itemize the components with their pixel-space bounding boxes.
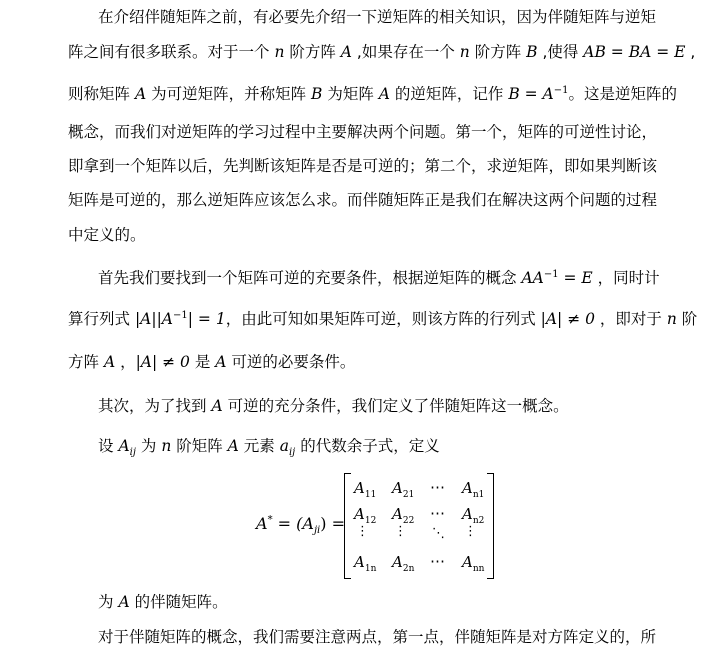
- math-expression: = (A: [272, 514, 314, 533]
- text: 矩阵是可逆的，那么逆矩阵应该怎么求。而伴随矩阵正是我们在解决这两个问题的过程: [68, 191, 658, 209]
- math-var: B: [311, 85, 323, 103]
- cell-sub: 22: [402, 516, 415, 526]
- cell-dots: ⋯: [430, 478, 445, 496]
- cell-var: A: [462, 505, 473, 523]
- math-var: n: [274, 43, 285, 61]
- adjugate-matrix: [344, 473, 494, 577]
- para3-line1: [98, 396, 698, 416]
- cell-sub: nn: [472, 564, 485, 574]
- para1-line3: [68, 84, 678, 104]
- text: 在介绍伴随矩阵之前，有必要先介绍一下逆矩阵的相关知识，因为伴随矩阵与逆矩: [98, 8, 657, 26]
- matrix-cell: [462, 479, 484, 504]
- text: ，即对于: [594, 310, 667, 328]
- matrix-hdots: [430, 504, 445, 522]
- text: 为可逆矩阵，并称矩阵: [146, 85, 311, 103]
- math-var: A: [215, 353, 227, 371]
- para2-line1: [98, 268, 698, 288]
- math-expression: | = 1: [187, 310, 226, 328]
- cell-var: A: [354, 505, 365, 523]
- text: 则称矩阵: [68, 85, 135, 103]
- matrix-cell: [462, 553, 484, 578]
- text: 阵之间有很多联系。对于一个: [68, 43, 275, 61]
- cell-sub: 11: [364, 490, 377, 500]
- text: 为矩阵: [322, 85, 379, 103]
- math-expression: |A| ≠ 0: [540, 310, 595, 328]
- matrix-cell: [392, 553, 414, 578]
- para1-line7: [68, 225, 668, 245]
- text: 中定义的。: [68, 226, 146, 244]
- cell-sub: 21: [402, 490, 415, 500]
- matrix-cell: [354, 553, 376, 578]
- math-expression: = E: [558, 269, 593, 287]
- math-superscript: −1: [173, 309, 188, 321]
- math-var: a: [279, 437, 289, 455]
- text: ，由此可知如果矩阵可逆，则该方阵的行列式: [225, 310, 541, 328]
- math-var: A: [134, 85, 147, 103]
- cell-var: A: [354, 553, 365, 571]
- math-subscript: ij: [129, 447, 136, 459]
- math-var: A: [211, 397, 223, 415]
- cell-sub: 12: [364, 516, 377, 526]
- matrix-vdots: ⋮: [394, 524, 407, 539]
- text: 其次，为了找到: [98, 397, 212, 415]
- math-var: A: [227, 437, 239, 455]
- para1-line5: [68, 156, 668, 176]
- text: 为: [135, 437, 162, 455]
- text: 为: [98, 593, 119, 611]
- math-expression: AB = BA = E: [583, 43, 686, 61]
- para1-line1: [98, 7, 698, 27]
- math-var: A: [378, 85, 390, 103]
- cell-dots: ⋯: [430, 504, 445, 522]
- text: 的代数余子式，定义: [295, 437, 440, 455]
- cell-var: A: [462, 479, 473, 497]
- math-var: n: [161, 437, 172, 455]
- math-superscript: −1: [543, 268, 559, 280]
- math-determinant: |A||A: [134, 310, 173, 328]
- matrix-right-bracket: [487, 473, 494, 579]
- math-expression: ) =: [320, 514, 345, 533]
- para1-line2: [68, 42, 696, 62]
- text: 。这是逆矩阵的: [568, 85, 678, 103]
- cell-var: A: [392, 553, 403, 571]
- text: 阶方阵: [469, 43, 527, 61]
- text: ,: [685, 43, 696, 61]
- matrix-cell: [392, 479, 414, 504]
- text: 的逆矩阵，记作: [389, 85, 509, 103]
- cell-var: A: [392, 479, 403, 497]
- matrix-cell: [354, 479, 376, 504]
- para6-line1: [98, 627, 698, 647]
- text: ,使得: [537, 43, 584, 61]
- text: 阶方阵: [284, 43, 341, 61]
- text: 首先我们要找到一个矩阵可逆的充要条件，根据逆矩阵的概念: [98, 269, 522, 287]
- text: ,如果存在一个: [351, 43, 460, 61]
- math-superscript: −1: [553, 84, 569, 96]
- cell-var: A: [462, 553, 473, 571]
- text: 方阵: [68, 353, 104, 371]
- para4-line1: [98, 436, 698, 459]
- math-expression: B = A: [508, 85, 554, 103]
- text: 阶: [676, 310, 698, 328]
- math-var: A: [256, 514, 268, 533]
- cell-sub: n1: [472, 490, 485, 500]
- math-subscript: ij: [288, 447, 296, 459]
- text: 可逆的必要条件。: [226, 353, 356, 371]
- text: 设: [98, 437, 119, 455]
- text: 算行列式: [68, 310, 135, 328]
- matrix-left-bracket: [344, 473, 351, 579]
- para2-line2: [68, 309, 698, 329]
- text: 阶矩阵: [171, 437, 228, 455]
- text: 概念，而我们对逆矩阵的学习过程中主要解决两个问题。第一个，矩阵的可逆性讨论，: [68, 123, 658, 141]
- text: 的伴随矩阵。: [129, 593, 228, 611]
- para2-line3: [68, 352, 668, 372]
- matrix-hdots: [430, 478, 445, 496]
- text: 是: [189, 353, 216, 371]
- text: 即拿到一个矩阵以后，先判断该矩阵是否是可逆的；第二个，求逆矩阵，即如果判断该: [68, 157, 658, 175]
- para5-line1: [98, 592, 698, 612]
- math-subscript: ji: [313, 525, 321, 537]
- para1-line4: [68, 122, 668, 142]
- math-expression: AA: [521, 269, 544, 287]
- cell-sub: 1n: [364, 564, 377, 574]
- cell-dots: ⋯: [430, 552, 445, 570]
- text: ，同时计: [592, 269, 660, 287]
- text: ，: [115, 353, 136, 371]
- math-var: n: [666, 310, 677, 328]
- matrix-hdots: [430, 552, 445, 570]
- cell-var: A: [392, 505, 403, 523]
- math-superscript: *: [267, 514, 273, 526]
- cell-var: A: [354, 479, 365, 497]
- math-var: A: [103, 353, 116, 371]
- matrix-vdots: ⋮: [464, 524, 477, 539]
- math-var: n: [459, 43, 470, 61]
- equation-lhs: [256, 514, 345, 537]
- math-expression: |A| ≠ 0: [135, 353, 190, 371]
- matrix-ddots: ⋱: [432, 526, 445, 541]
- matrix-vdots: ⋮: [356, 524, 369, 539]
- text: 元素: [238, 437, 280, 455]
- text: 可逆的充分条件，我们定义了伴随矩阵这一概念。: [222, 397, 569, 415]
- math-var: A: [118, 437, 130, 455]
- para1-line6: [68, 190, 668, 210]
- math-var: A: [340, 43, 352, 61]
- math-var: B: [526, 43, 538, 61]
- cell-sub: n2: [472, 516, 485, 526]
- cell-sub: 2n: [402, 564, 415, 574]
- math-var: A: [118, 593, 130, 611]
- text: 对于伴随矩阵的概念，我们需要注意两点，第一点，伴随矩阵是对方阵定义的，所: [98, 628, 657, 646]
